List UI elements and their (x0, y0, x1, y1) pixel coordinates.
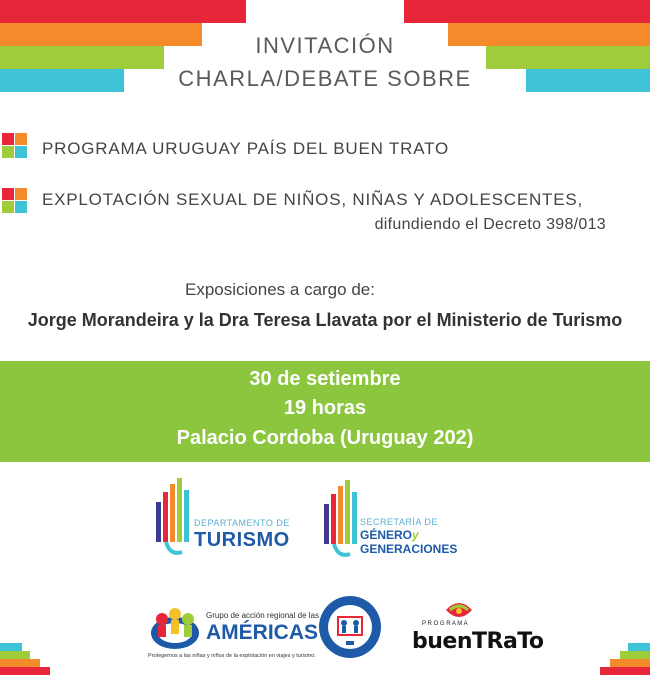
invitation-subtitle: CHARLA/DEBATE SOBRE (178, 66, 472, 91)
seal-logo (318, 595, 382, 659)
turismo-logo-line2: TURISMO (194, 529, 290, 551)
speakers-text: Jorge Morandeira y la Dra Teresa Llavata por el Ministerio de Turismo (27, 310, 623, 330)
buen-trato-logo (408, 600, 544, 660)
decor-stripe-orange-bottom-left (0, 659, 40, 667)
decor-stripe-red-right (404, 0, 650, 23)
item-bullet-icon (2, 133, 28, 159)
decor-stripe-blue-bottom-right (628, 643, 650, 651)
genero-logo-line1: SECRETARÍA DE (360, 517, 438, 527)
genero-y: y (412, 528, 419, 542)
genero-logo-line3: GENERACIONES (360, 542, 458, 556)
item-bullet-icon (2, 188, 28, 214)
decor-stripe-green-bottom-left (0, 651, 30, 659)
americas-logo-line1: Grupo de acción regional de las (206, 611, 319, 620)
invitation-title: INVITACIÓN (255, 33, 395, 58)
decor-stripe-red-left (0, 0, 246, 23)
exposiciones-label: Exposiciones a cargo de: (185, 280, 375, 299)
genero-bars-icon (320, 480, 360, 558)
americas-logo-tagline: Protegemos a las niñas y niños de la explotación en viajes y turismo. (148, 653, 316, 659)
decor-stripe-red-bottom-left (0, 667, 50, 675)
americas-logo (148, 603, 319, 663)
americas-globe-icon (148, 605, 202, 653)
item-explotacion: EXPLOTACIÓN SEXUAL DE NIÑOS, NIÑAS Y ADOLESCENTES, (42, 190, 584, 209)
item-explotacion-subtext: difundiendo el Decreto 398/013 (374, 216, 606, 233)
genero-logo (320, 480, 490, 560)
genero-logo-line2 (360, 528, 419, 542)
event-time: 19 horas (283, 397, 367, 419)
turismo-bars-icon (152, 478, 192, 556)
turismo-logo-line1: DEPARTAMENTO DE (194, 518, 290, 528)
decor-stripe-green-bottom-right (620, 651, 650, 659)
event-place: Palacio Cordoba (Uruguay 202) (176, 427, 474, 449)
event-date: 30 de setiembre (249, 368, 401, 390)
decor-stripe-orange-bottom-right (610, 659, 650, 667)
buen-trato-line1: P R O G R A M A (422, 621, 468, 627)
buen-trato-emblem-icon (444, 600, 474, 620)
turismo-logo (152, 478, 302, 558)
genero-word: GÉNERO (360, 528, 413, 542)
americas-logo-line2: AMÉRICAS (206, 621, 319, 644)
buen-trato-line2: buenTRaTo (412, 629, 544, 654)
item-programa-buen-trato: PROGRAMA URUGUAY PAÍS DEL BUEN TRATO (42, 139, 449, 158)
decor-stripe-red-bottom-right (600, 667, 650, 675)
decor-stripe-blue-bottom-left (0, 643, 22, 651)
